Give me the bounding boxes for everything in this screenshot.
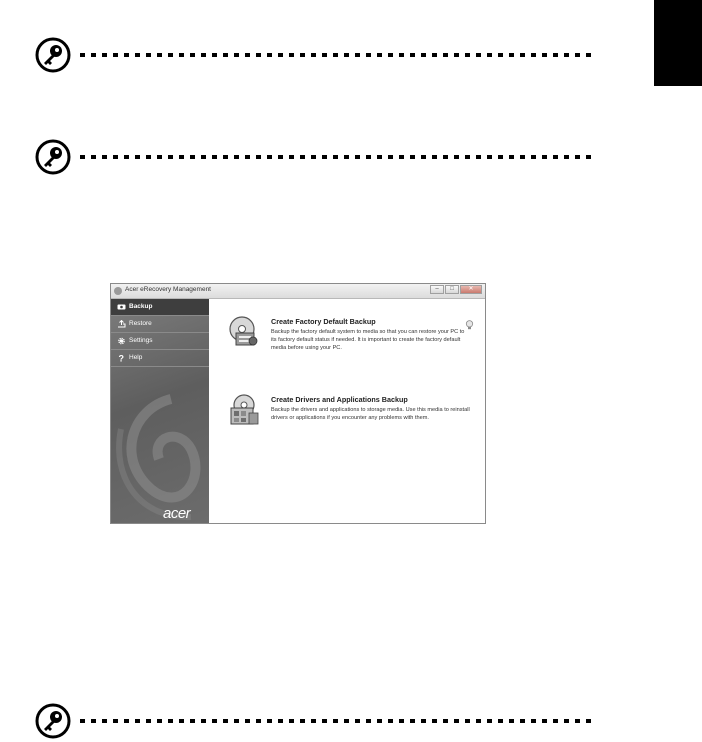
help-icon [117, 354, 126, 362]
drivers-applications-backup-option[interactable] [228, 393, 478, 453]
drivers-apps-backup-icon [228, 393, 260, 427]
key-note-icon [34, 36, 72, 74]
sidebar-item-label: Backup [129, 303, 153, 310]
main-panel [210, 299, 485, 523]
note-marker [34, 702, 594, 742]
decorative-swirl [111, 389, 209, 523]
sidebar-item-help[interactable] [111, 350, 209, 367]
close-button[interactable]: ✕ [460, 285, 482, 294]
restore-icon [117, 320, 126, 328]
sidebar-item-label: Settings [129, 337, 153, 344]
disc-icon [117, 303, 126, 311]
sidebar-item-label: Restore [129, 320, 152, 327]
page-section-tab [654, 0, 702, 86]
title-bar [111, 284, 485, 299]
dotted-rule [80, 154, 594, 160]
acer-logo: acer [163, 505, 191, 522]
sidebar-item-backup[interactable] [111, 299, 209, 316]
sidebar-item-settings[interactable] [111, 333, 209, 350]
sidebar-item-restore[interactable] [111, 316, 209, 333]
erecovery-window [110, 283, 486, 524]
key-note-icon [34, 702, 72, 740]
dotted-rule [80, 52, 594, 58]
sidebar-item-label: Help [129, 354, 143, 361]
factory-backup-icon [228, 315, 260, 349]
option-title: Create Factory Default Backup [271, 317, 376, 326]
factory-default-backup-option[interactable] [228, 315, 478, 375]
option-description: Backup the factory default system to media so that you can restore your PC to its factory default status if needed. It is important to create the factory default media before using your PC. [271, 329, 465, 352]
note-marker [34, 36, 594, 76]
maximize-button[interactable]: □ [445, 285, 459, 294]
key-note-icon [34, 138, 72, 176]
minimize-button[interactable]: – [430, 285, 444, 294]
window-controls [429, 285, 482, 295]
gear-icon [117, 337, 126, 345]
lightbulb-icon[interactable] [465, 320, 474, 330]
sidebar [111, 299, 209, 523]
window-title: Acer eRecovery Management [125, 286, 211, 293]
dotted-rule [80, 718, 594, 724]
app-icon [114, 287, 122, 295]
note-marker [34, 138, 594, 178]
option-description: Backup the drivers and applications to storage media. Use this media to reinstall drivers or applications if you encounter any problems with them. [271, 407, 470, 422]
option-title: Create Drivers and Applications Backup [271, 395, 408, 404]
svg-text:?: ? [118, 354, 124, 362]
